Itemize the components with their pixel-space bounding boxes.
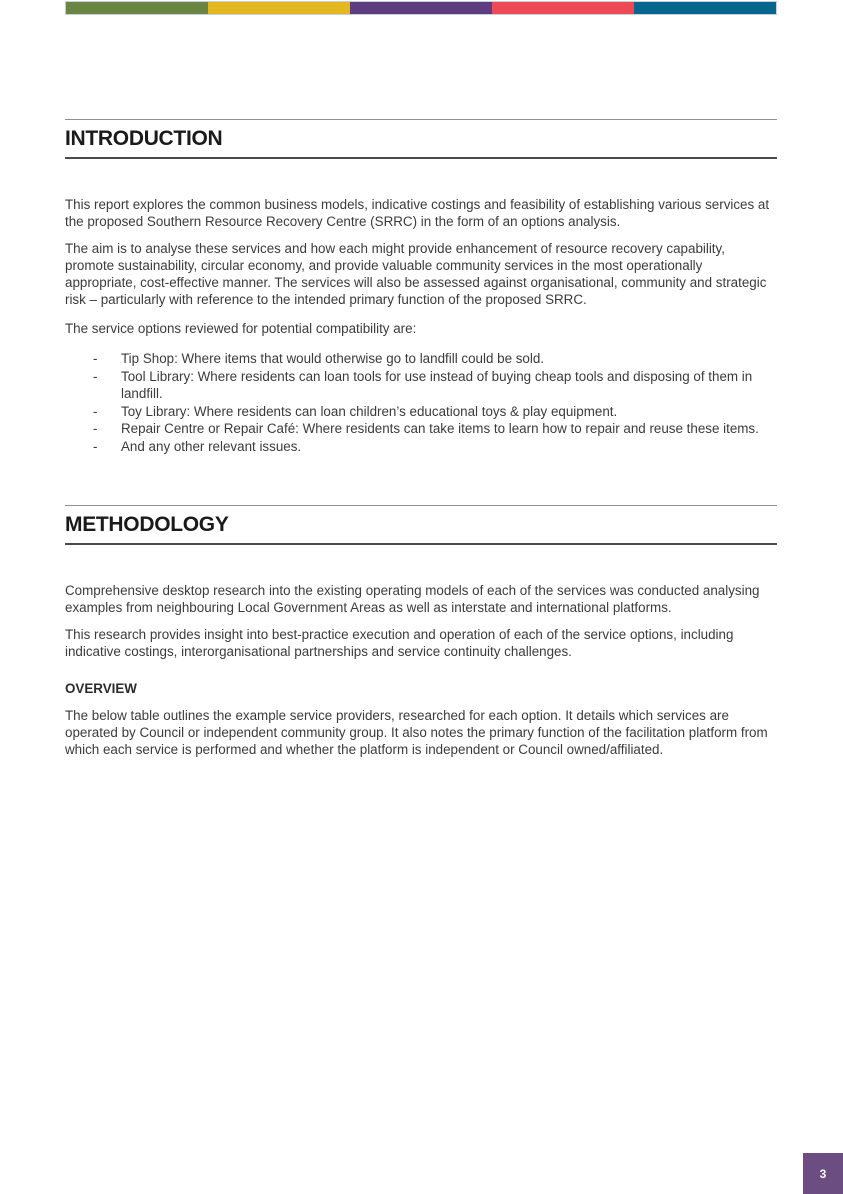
dash-bullet: -	[93, 351, 98, 366]
introduction-paragraph-2: The aim is to analyse these services and how each might provide enhancement of resource recovery capability, promote sustainability, circular economy, and provide valuable community services in the most operationally appropriate, cost-effective manner. The services will also be assessed against organisational, community and strategic risk – particularly with reference to the intended primary function of the proposed SRRC.	[65, 241, 767, 307]
service-option-item	[65, 368, 777, 403]
service-option-item	[65, 420, 777, 438]
service-option-text: Tip Shop: Where items that would otherwise go to landfill could be sold.	[121, 351, 545, 366]
page-number: 3	[819, 1166, 827, 1181]
dash-bullet: -	[93, 403, 98, 419]
dash-bullet: -	[93, 421, 98, 436]
service-option-text: Tool Library: Where residents can loan tools for use instead of buying cheap tools and disposing of them in landfill.	[121, 368, 753, 401]
page-number-box	[803, 1153, 843, 1194]
service-option-item	[65, 438, 777, 456]
introduction-paragraph-1: This report explores the common business models, indicative costings and feasibility of establishing various services at the proposed Southern Resource Recovery Centre (SRRC) in the form of an options analysis.	[65, 197, 770, 229]
service-option-text: Repair Centre or Repair Café: Where residents can take items to learn how to repair and reuse these items.	[121, 421, 759, 436]
overview-paragraph: The below table outlines the example service providers, researched for each option. It details which services are operated by Council or independent community group. It also notes the primary function of the facilitation platform from which each service is performed and whether the platform is independent or Council owned/affiliated.	[65, 708, 768, 757]
service-options-list	[65, 350, 777, 455]
overview-subheading: OVERVIEW	[65, 681, 137, 696]
service-option-text: And any other relevant issues.	[121, 438, 302, 454]
dash-bullet: -	[93, 438, 98, 454]
page-content	[65, 0, 777, 758]
methodology-paragraph-2: This research provides insight into best-practice execution and operation of each of the service options, including indicative costings, interorganisational partnerships and service continuity challenges.	[65, 627, 734, 659]
service-options-list-intro: The service options reviewed for potential compatibility are:	[65, 321, 417, 336]
introduction-heading: INTRODUCTION	[65, 119, 777, 159]
methodology-heading: METHODOLOGY	[65, 505, 777, 545]
dash-bullet: -	[93, 368, 98, 384]
methodology-paragraph-1: Comprehensive desktop research into the existing operating models of each of the services was conducted analysing examples from neighbouring Local Government Areas as well as interstate and international platforms.	[65, 583, 760, 615]
service-option-item	[65, 403, 777, 421]
service-option-item	[65, 350, 777, 368]
service-option-text: Toy Library: Where residents can loan children’s educational toys & play equipment.	[121, 403, 618, 419]
